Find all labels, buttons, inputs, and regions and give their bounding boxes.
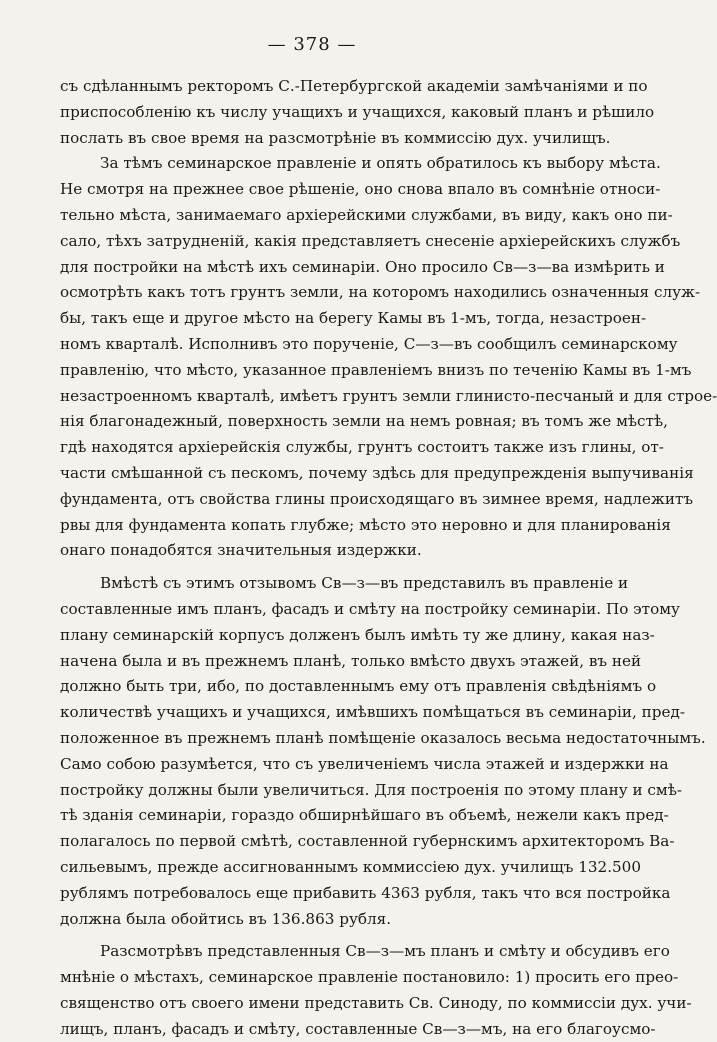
text-line: части смѣшанной съ пескомъ, почему здѣсь для предупрежденія выпучиванія bbox=[60, 463, 694, 482]
text-line: Разсмотрѣвъ представленныя Св—з—мъ планъ и смѣту и обсудивъ его bbox=[100, 942, 670, 961]
text-line: гдѣ находятся архіерейскія службы, грунтъ состоитъ также изъ глины, от- bbox=[60, 438, 664, 457]
text-line: Не смотря на прежнее свое рѣшеніе, оно снова впало въ сомнѣніе относи- bbox=[60, 180, 661, 199]
text-line: тѣ зданія семинаріи, гораздо обширнѣйшаго въ объемѣ, нежели какъ пред- bbox=[60, 806, 669, 825]
text-line: послать въ свое время на разсмотрѣніе въ коммиссію дух. училищъ. bbox=[60, 128, 611, 147]
text-line: рублямъ потребовалось еще прибавить 4363 рубля, такъ что вся постройка bbox=[60, 883, 671, 902]
text-line: сало, тѣхъ затрудненій, какія представляетъ снесеніе архіерейскихъ службъ bbox=[60, 231, 681, 250]
text-line: Само собою разумѣется, что съ увеличеніемъ числа этажей и издержки на bbox=[60, 754, 669, 773]
text-line: мнѣніе о мѣстахъ, семинарское правленіе постановило: 1) просить его прео- bbox=[60, 968, 679, 987]
text-line: тельно мѣста, занимаемаго архіерейскими службами, въ виду, какъ оно пи- bbox=[60, 205, 673, 224]
paragraph-1 bbox=[60, 74, 655, 151]
text-line: положенное въ прежнемъ планѣ помѣщеніе оказалось весьма недостаточнымъ. bbox=[60, 728, 706, 747]
text-line: составленные имъ планъ, фасадъ и смѣту на постройку семинаріи. По этому bbox=[60, 599, 680, 618]
text-line: осмотрѣть какъ тотъ грунтъ земли, на которомъ находились означенныя служ- bbox=[60, 283, 701, 302]
text-line: должно быть три, ибо, по доставленнымъ ему отъ правленія свѣдѣніямъ о bbox=[60, 677, 657, 696]
text-line: лищъ, планъ, фасадъ и смѣту, составленные Св—з—мъ, на его благоусмо- bbox=[60, 1019, 656, 1038]
body-text bbox=[60, 74, 717, 1042]
text-line: постройку должны были увеличиться. Для построенія по этому плану и смѣ- bbox=[60, 780, 683, 799]
text-line: фундамента, отъ свойства глины происходящаго въ зимнее время, надлежитъ bbox=[60, 489, 694, 508]
text-line: съ сдѣланнымъ ректоромъ С.-Петербургской академіи замѣчаніями и по bbox=[60, 77, 648, 95]
text-line: правленію, что мѣсто, указанное правленіемъ внизъ по теченію Камы въ 1-мъ bbox=[60, 360, 692, 379]
text-line: сильевымъ, прежде ассигнованнымъ коммиссіею дух. училищъ 132.500 bbox=[60, 857, 642, 876]
text-line: плану семинарскій корпусъ долженъ былъ имѣть ту же длину, какая наз- bbox=[60, 625, 655, 644]
text-line: должна была обойтись въ 136.863 рубля. bbox=[60, 909, 392, 928]
text-line: бы, такъ еще и другое мѣсто на берегу Камы въ 1-мъ, тогда, незастроен- bbox=[60, 309, 647, 328]
text-line: для постройки на мѣстѣ ихъ семинаріи. Оно просило Св—з—ва измѣрить и bbox=[60, 257, 665, 276]
text-line: начена была и въ прежнемъ планѣ, только вмѣсто двухъ этажей, въ ней bbox=[60, 651, 642, 670]
text-line: рвы для фундамента копать глубже; мѣсто это неровно и для планированія bbox=[60, 515, 671, 534]
text-line: онаго понадобятся значительныя издержки. bbox=[60, 541, 422, 560]
paragraph-4 bbox=[60, 939, 692, 1042]
text-line: номъ кварталѣ. Исполнивъ это порученіе, С—з—въ сообщилъ семинарскому bbox=[60, 334, 678, 353]
paragraph-3 bbox=[60, 571, 706, 932]
text-line: священство отъ своего имени представить Св. Синоду, по коммиссіи дух. учи- bbox=[60, 993, 692, 1012]
text-line: Вмѣстѣ съ этимъ отзывомъ Св—з—въ представилъ въ правленіе и bbox=[100, 574, 629, 593]
text-line: незастроенномъ кварталѣ, имѣетъ грунтъ земли глинисто-песчаный и для строе- bbox=[60, 386, 717, 405]
text-line: количествѣ учащихъ и учащихся, имѣвшихъ помѣщаться въ семинаріи, пред- bbox=[60, 703, 686, 722]
text-line: приспособленію къ числу учащихъ и учащихся, каковый планъ и рѣшило bbox=[60, 102, 655, 121]
page-number: — 378 — bbox=[267, 34, 357, 55]
text-line: За тѣмъ семинарское правленіе и опять обратилось къ выбору мѣста. bbox=[100, 154, 661, 173]
paragraph-2 bbox=[60, 151, 717, 564]
text-line: полагалось по первой смѣтѣ, составленной губернскимъ архитекторомъ Ва- bbox=[60, 832, 675, 851]
text-line: нія благонадежный, поверхность земли на немъ ровная; въ томъ же мѣстѣ, bbox=[60, 412, 668, 431]
